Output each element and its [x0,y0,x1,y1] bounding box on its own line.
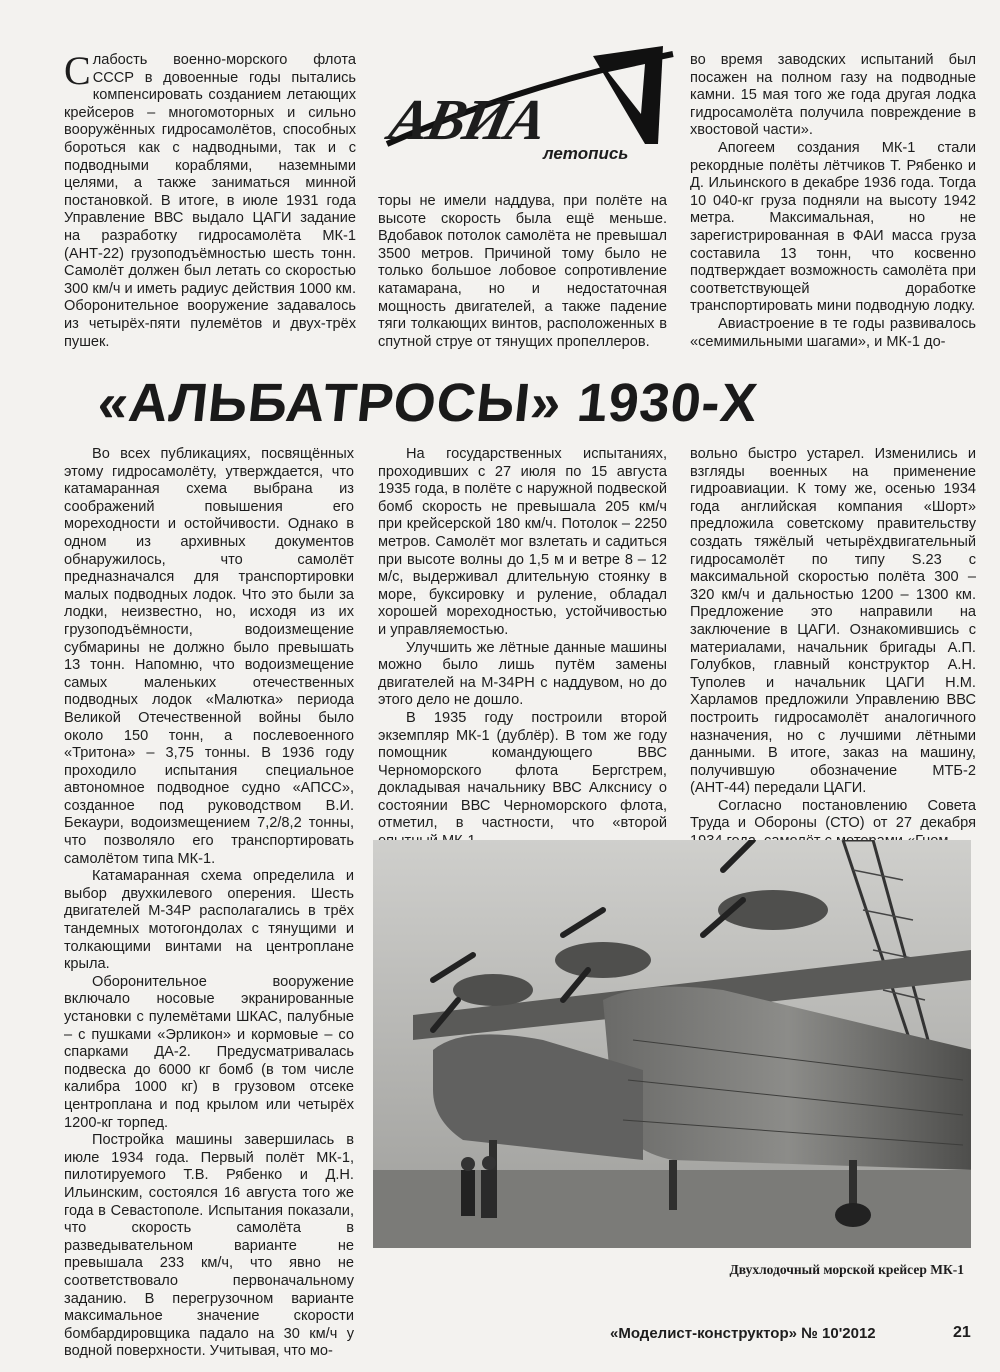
middle-paragraph: На государственных испытаниях, проходивших с 27 июля по 15 августа 1935 года, в полёте с наружной подвеской бомб скорость не превышала 205 км/ч при крейсерской 180 км/ч. Потолок – 2250 метров. Самолёт мог взлетать и садиться при высоте волны до 1,5 м и ветре 8 – 12 м/с, выдерживал длительную стоянку в море, буксировку и руление, обладал хорошей мореходностью, устойчивостью и управляемостью. [378,446,667,638]
right-paragraph: Согласно постановлению Совета Труда и Обороны (СТО) от 27 декабря [690,797,976,832]
top-col1-paragraph [64,48,356,351]
article-title: «АЛЬБАТРОСЫ» 1930-Х [94,373,761,433]
middle-paragraph: Улучшить же лётные данные машины можно было лишь путём замены двигателей на М-34РН с наддувом, но до этого дело не дошло. [378,639,667,709]
avialetopis-logo [383,44,683,172]
top-col3-paragraph-3: Авиастроение в те годы развивалось «семимильными шагами», и МК-1 до- [690,315,976,350]
left-paragraph: Постройка машины завершилась в июле 1934 года. Первый полёт МК-1, пилотируемого Т.В. Рябенко и Д.Н. Ильинским, состоялся 16 августа того же года в Севастополе. Испытания показали, что скорость самолёта в разведывательном варианте не превышала 233 км/ч, что явно не соответствовало первоначальному заданию. В перегрузочном варианте максимальное значение скорости бомбардировщика падало на 30 км/ч у водной поверхности. Учитывая, что мо- [64,1132,354,1360]
top-col1-text: лабость военно-морского флота СССР в довоенные годы пытались компенсировать созданием летающих крейсеров – многомоторных и сильно вооружённых гидросамолётов, способных бороться как с надводными, так и с подводными кораблями, наземными целями, а также заниматься минной постановкой. В итоге, в июле 1931 года Управление ВВС выдало ЦАГИ задание на разработку гидросамолёта МК-1 (АНТ-22) грузоподъёмностью шесть тонн. Самолёт должен был летать со скоростью 300 км/ч и иметь радиус действия 1000 км. Оборонительное вооружение задавалось из четырёх-пяти пулемётов и двух-трёх пушек. [64,52,356,350]
left-paragraph: Во всех публикациях, посвящённых этому гидросамолёту, утверждается, что катамаранная схема выбрана из соображений повышения его мореходности и остойчивости. Однако в одном из архивных документов обнаружилось, что самолёт предназначался для транспортировки малых подводных лодок. Что это были за лодки, неизвестно, но, исходя из их грузоподъёмности, водоизмещение субмарины не должно было превышать 13 тонн. Напомню, что водоизмещение самых маленьких отечественных подводных лодок «Малютка» периода Великой Отечественной войны было около 150 тонн, а послевоенного «Тритона» – 3,75 тонны. В 1936 году проходило испытания специальное автономное подводное судно «АПСС», созданное под руководством В.И. Бекаури, водоизмещением 7,2/8,2 тонны, что позволяло его транспортировать самолётом типа МК-1. [64,446,354,867]
seaplane-photo [373,840,971,1248]
top-col3-paragraph-1: во время заводских испытаний был посажен на полном газу на подводные камни. 15 мая того же года другая лодка гидросамолёта получила повреждение в хвостовой части». [690,52,976,139]
main-column-right [690,446,976,851]
top-col2-paragraph: торы не имели наддува, при полёте на высоте скорость была ещё меньше. Вдобавок потолок самолёта не превышал 3500 метров. Причиной тому было не только большое лобовое сопротивление катамарана, но и недостаточная мощность двигателей, а также падение тяги толкающих винтов, расположенных в спутной струе от тянущих пропеллеров. [378,193,667,350]
top-column-1 [64,48,356,351]
right-paragraph: вольно быстро устарел. Изменились и взгляды военных на применение гидроавиации. К тому же, осенью 1934 года английская компания «Шорт» предложила советскому правительству создать тяжёлый четырёхдвигательный гидросамолёт по типу S.23 с максимальной скоростью полёта 300 – 320 км/ч и дальностью 1200 – 1300 км. Предложение это направили на заключение в ЦАГИ. Ознакомившись с материалами, начальник бригады А.П. Голубков, главный конструктор А.Н. Туполев и начальник ЦАГИ Н.М. Харламов предложили Управлению ВВС построить гидросамолёт аналогичного назначения, но с лучшими лётными данными. В итоге, заказ на машину, получившую обозначение МТБ-2 (АНТ-44) передали ЦАГИ. [690,446,976,797]
page-number: 21 [953,1324,971,1341]
main-column-middle [378,446,667,851]
logo-main-text: АВИА [384,87,552,152]
top-column-3 [690,52,976,351]
left-paragraph: Оборонительное вооружение включало носовые экранированные установки с пулемётами ШКАС, палубные – с пушками «Эрликон» и кормовые – со спарками ДА-2. Предусматривалась подвеска до 6000 кг бомб (в том числе калибра 1000 кг) в грузовом отсеке центроплана и под крылом или четырёх 1200-кг торпед. [64,973,354,1131]
left-paragraph: Катамаранная схема определила и выбор двухкилевого оперения. Шесть двигателей М-34Р располагались в трёх тандемных мотогондолах с тянущими и толкающими винтами на центроплане крыла. [64,868,354,973]
logo-sub-text: летопись [543,144,629,163]
dropcap: С [64,48,91,93]
top-column-2 [378,193,667,351]
middle-paragraph: В 1935 году построили второй экземпляр МК-1 (дублёр). В том же году помощник командующего ВВС Черноморского флота Бергстрем, докладывая начальнику ВВС Алкснису о состоянии ВВС Черноморского флота, отметил, в частности, что «второй [378,709,667,832]
photo-caption: Двухлодочный морской крейсер МК-1 [729,1262,964,1277]
magazine-footer: «Моделист-конструктор» № 10'2012 [610,1325,876,1342]
top-col3-paragraph-2: Апогеем создания МК-1 стали рекордные полёты лётчиков Т. Рябенко и Д. Ильинского в декабре 1936 года. Тогда 10 040-кг груза подняли на высоту 1942 метра. Максимальная, но не зарегистрированная в ФАИ масса груза составила 13 тонн, что косвенно подтверждает возможность самолёта при соответствующей доработке транспортировать мини подводную лодку. [690,139,976,315]
seaplane-illustration [373,840,971,1248]
main-column-left [64,446,354,1361]
